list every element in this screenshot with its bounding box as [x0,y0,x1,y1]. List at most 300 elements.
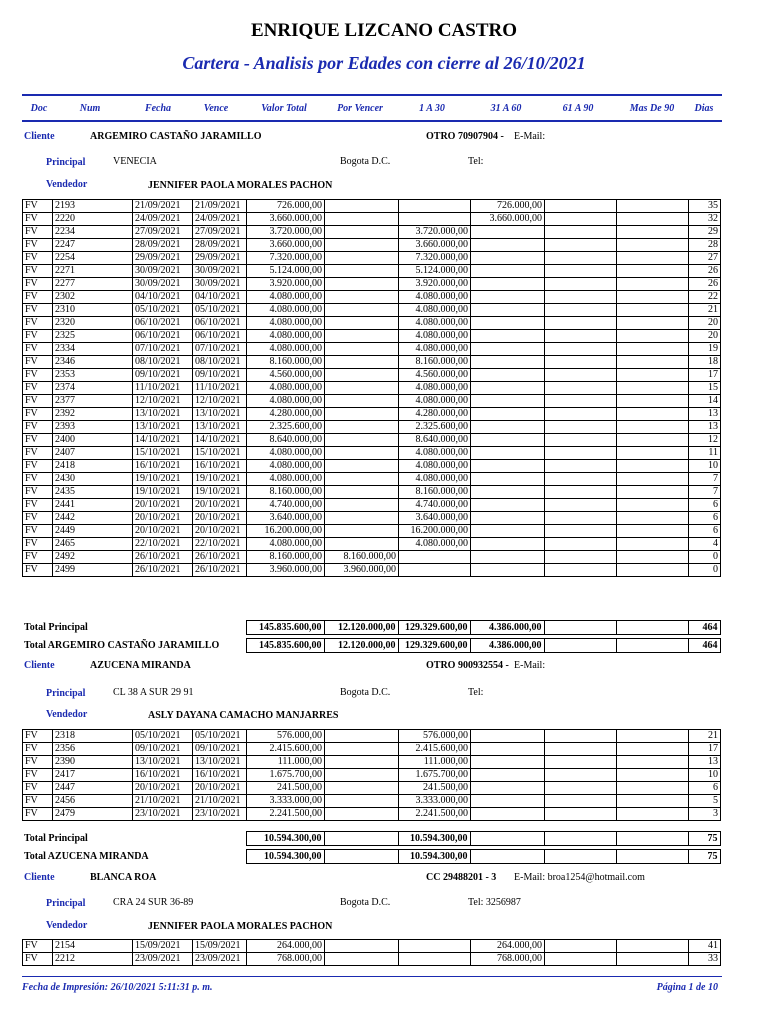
a30-cell [399,564,471,577]
dias-cell: 0 [689,551,721,564]
por-vencer-cell [325,265,399,278]
a90-cell [545,408,617,421]
por-vencer-cell [325,369,399,382]
a30-cell: 7.320.000,00 [399,252,471,265]
a30-cell: 4.080.000,00 [399,343,471,356]
por-vencer-cell [325,940,399,953]
dias-cell: 5 [689,795,721,808]
mas90-cell [617,512,689,525]
por-vencer-cell [325,460,399,473]
a60-cell [471,499,545,512]
por-vencer-cell [325,486,399,499]
doc-cell: FV [23,525,53,538]
fecha-cell: 05/10/2021 [133,730,193,743]
num-cell: 2447 [53,782,133,795]
dias-cell: 17 [689,369,721,382]
a90-cell [545,382,617,395]
a30-cell: 4.560.000,00 [399,369,471,382]
mas90-cell [617,343,689,356]
mas90-cell [617,730,689,743]
a60-cell [471,239,545,252]
invoice-row [23,756,721,769]
num-cell: 2374 [53,382,133,395]
vence-cell: 12/10/2021 [193,395,247,408]
total-label: Total AZUCENA MIRANDA [24,851,149,862]
total-a90-cell [544,621,616,635]
doc-cell: FV [23,226,53,239]
invoice-row [23,200,721,213]
a90-cell [545,473,617,486]
fecha-cell: 24/09/2021 [133,213,193,226]
seller-label: Vendedor [46,709,88,720]
dias-cell: 33 [689,953,721,966]
doc-cell: FV [23,769,53,782]
client-name: AZUCENA MIRANDA [90,660,191,671]
dias-cell: 13 [689,408,721,421]
valor-total-cell: 3.640.000,00 [247,512,325,525]
a90-cell [545,512,617,525]
num-cell: 2492 [53,551,133,564]
client-label: Cliente [24,131,55,142]
vence-cell: 19/10/2021 [193,486,247,499]
valor-total-cell: 5.124.000,00 [247,265,325,278]
valor-total-cell: 16.200.000,00 [247,525,325,538]
a30-cell: 16.200.000,00 [399,525,471,538]
vence-cell: 16/10/2021 [193,769,247,782]
report-subtitle: Cartera - Analisis por Edades con cierre al 26/10/2021 [182,53,586,73]
principal-city: Bogota D.C. [340,687,391,698]
doc-cell: FV [23,213,53,226]
doc-cell: FV [23,795,53,808]
doc-cell: FV [23,551,53,564]
vence-cell: 11/10/2021 [193,382,247,395]
client-email: E-Mail: [514,131,546,142]
total-a30-cell: 129.329.600,00 [398,639,470,653]
vence-cell: 20/10/2021 [193,782,247,795]
invoice-row [23,291,721,304]
a90-cell [545,252,617,265]
dias-cell: 41 [689,940,721,953]
num-cell: 2417 [53,769,133,782]
dias-cell: 21 [689,304,721,317]
seller-label: Vendedor [46,179,88,190]
fecha-cell: 13/10/2021 [133,408,193,421]
a60-cell [471,512,545,525]
a60-cell [471,434,545,447]
page-number: Página 1 de 10 [656,982,718,993]
invoice-row [23,304,721,317]
a60-cell [471,252,545,265]
valor-total-cell: 8.160.000,00 [247,551,325,564]
invoice-row [23,808,721,821]
por-vencer-cell [325,499,399,512]
principal-tel: Tel: [468,156,484,167]
dias-cell: 6 [689,782,721,795]
doc-cell: FV [23,304,53,317]
a30-cell: 2.415.600,00 [399,743,471,756]
dias-cell: 6 [689,512,721,525]
total-label: Total ARGEMIRO CASTAÑO JARAMILLO [24,640,220,651]
mas90-cell [617,564,689,577]
vence-cell: 22/10/2021 [193,538,247,551]
principal-label: Principal [46,688,86,699]
por-vencer-cell [325,795,399,808]
dias-cell: 7 [689,486,721,499]
num-cell: 2456 [53,795,133,808]
a30-cell: 4.080.000,00 [399,382,471,395]
fecha-cell: 19/10/2021 [133,486,193,499]
dias-cell: 4 [689,538,721,551]
a90-cell [545,808,617,821]
dias-cell: 28 [689,239,721,252]
vence-cell: 24/09/2021 [193,213,247,226]
invoice-row [23,252,721,265]
a60-cell: 768.000,00 [471,953,545,966]
client-name: ARGEMIRO CASTAÑO JARAMILLO [90,131,262,142]
invoice-row [23,330,721,343]
fecha-cell: 26/10/2021 [133,551,193,564]
total-valor-cell: 145.835.600,00 [246,621,324,635]
a30-cell: 4.080.000,00 [399,317,471,330]
vence-cell: 06/10/2021 [193,317,247,330]
a90-cell [545,953,617,966]
invoice-row [23,460,721,473]
mas90-cell [617,252,689,265]
fecha-cell: 11/10/2021 [133,382,193,395]
mas90-cell [617,317,689,330]
column-header-doc: Doc [30,103,48,114]
dias-cell: 13 [689,756,721,769]
client-id: OTRO 70907904 - [426,131,504,142]
dias-cell: 0 [689,564,721,577]
header-rule-bottom [22,120,722,122]
mas90-cell [617,940,689,953]
total-a60-cell [470,832,544,846]
a90-cell [545,525,617,538]
doc-cell: FV [23,434,53,447]
a90-cell [545,317,617,330]
vence-cell: 09/10/2021 [193,369,247,382]
por-vencer-cell [325,538,399,551]
principal-tel: Tel: [468,687,484,698]
num-cell: 2377 [53,395,133,408]
a60-cell [471,395,545,408]
vence-cell: 14/10/2021 [193,434,247,447]
valor-total-cell: 241.500,00 [247,782,325,795]
dias-cell: 14 [689,395,721,408]
client-email: E-Mail: [514,660,546,671]
invoice-table [22,939,721,966]
total-dias-cell: 75 [688,832,720,846]
principal-tel: Tel: 3256987 [468,897,521,908]
por-vencer-cell [325,395,399,408]
a90-cell [545,782,617,795]
a60-cell [471,226,545,239]
a30-cell: 241.500,00 [399,782,471,795]
valor-total-cell: 8.160.000,00 [247,356,325,369]
a60-cell [471,808,545,821]
invoice-table [22,729,721,821]
a90-cell [545,356,617,369]
seller-name: ASLY DAYANA CAMACHO MANJARRES [148,710,339,721]
a60-cell [471,291,545,304]
vence-cell: 15/09/2021 [193,940,247,953]
invoice-row [23,525,721,538]
num-cell: 2499 [53,564,133,577]
mas90-cell [617,226,689,239]
mas90-cell [617,356,689,369]
por-vencer-cell [325,317,399,330]
num-cell: 2435 [53,486,133,499]
valor-total-cell: 111.000,00 [247,756,325,769]
valor-total-cell: 2.325.600,00 [247,421,325,434]
a60-cell [471,421,545,434]
valor-total-cell: 3.333.000,00 [247,795,325,808]
a30-cell: 3.720.000,00 [399,226,471,239]
a60-cell [471,460,545,473]
total-a90-cell [544,832,616,846]
valor-total-cell: 8.160.000,00 [247,486,325,499]
num-cell: 2310 [53,304,133,317]
mas90-cell [617,421,689,434]
vence-cell: 23/10/2021 [193,808,247,821]
fecha-cell: 30/09/2021 [133,278,193,291]
a90-cell [545,564,617,577]
dias-cell: 19 [689,343,721,356]
mas90-cell [617,499,689,512]
a60-cell [471,356,545,369]
por-vencer-cell [325,512,399,525]
dias-cell: 10 [689,769,721,782]
a60-cell [471,743,545,756]
doc-cell: FV [23,499,53,512]
invoice-row [23,421,721,434]
valor-total-cell: 264.000,00 [247,940,325,953]
por-vencer-cell [325,743,399,756]
a60-cell [471,756,545,769]
a60-cell [471,343,545,356]
doc-cell: FV [23,200,53,213]
invoice-table [22,199,721,577]
a60-cell [471,369,545,382]
num-cell: 2465 [53,538,133,551]
doc-cell: FV [23,356,53,369]
a30-cell: 4.080.000,00 [399,447,471,460]
a30-cell: 3.640.000,00 [399,512,471,525]
doc-cell: FV [23,265,53,278]
total-principal-row [22,831,721,846]
a90-cell [545,330,617,343]
por-vencer-cell: 3.960.000,00 [325,564,399,577]
fecha-cell: 29/09/2021 [133,252,193,265]
total-dias-cell: 464 [688,639,720,653]
a60-cell [471,330,545,343]
invoice-row [23,473,721,486]
doc-cell: FV [23,291,53,304]
valor-total-cell: 4.080.000,00 [247,382,325,395]
total-mas90-cell [616,621,688,635]
a90-cell [545,743,617,756]
valor-total-cell: 2.415.600,00 [247,743,325,756]
a60-cell: 264.000,00 [471,940,545,953]
num-cell: 2479 [53,808,133,821]
por-vencer-cell [325,730,399,743]
valor-total-cell: 4.080.000,00 [247,343,325,356]
invoice-row [23,782,721,795]
fecha-cell: 12/10/2021 [133,395,193,408]
por-vencer-cell [325,226,399,239]
num-cell: 2449 [53,525,133,538]
por-vencer-cell [325,252,399,265]
num-cell: 2418 [53,460,133,473]
vence-cell: 29/09/2021 [193,252,247,265]
total-mas90-cell [616,639,688,653]
invoice-row [23,499,721,512]
total-por-vencer-cell [324,832,398,846]
a60-cell [471,317,545,330]
por-vencer-cell [325,356,399,369]
mas90-cell [617,434,689,447]
a90-cell [545,291,617,304]
valor-total-cell: 4.080.000,00 [247,330,325,343]
a30-cell: 4.080.000,00 [399,304,471,317]
column-header-dias: Dias [694,103,714,114]
mas90-cell [617,551,689,564]
report-title: ENRIQUE LIZCANO CASTRO [250,20,518,41]
vence-cell: 23/09/2021 [193,953,247,966]
num-cell: 2271 [53,265,133,278]
a90-cell [545,200,617,213]
vence-cell: 16/10/2021 [193,460,247,473]
fecha-cell: 06/10/2021 [133,330,193,343]
dias-cell: 22 [689,291,721,304]
a90-cell [545,278,617,291]
a90-cell [545,226,617,239]
invoice-row [23,434,721,447]
dias-cell: 6 [689,525,721,538]
column-header-31-a-60: 31 A 60 [490,103,522,114]
doc-cell: FV [23,421,53,434]
mas90-cell [617,239,689,252]
vence-cell: 04/10/2021 [193,291,247,304]
fecha-cell: 07/10/2021 [133,343,193,356]
vence-cell: 21/09/2021 [193,200,247,213]
principal-address: CRA 24 SUR 36-89 [113,897,194,908]
a90-cell [545,421,617,434]
por-vencer-cell [325,382,399,395]
total-principal-row [22,620,721,635]
por-vencer-cell [325,239,399,252]
mas90-cell [617,200,689,213]
column-header-1-a-30: 1 A 30 [419,103,445,114]
client-email: E-Mail: broa1254@hotmail.com [514,872,645,883]
fecha-cell: 27/09/2021 [133,226,193,239]
total-valor-cell: 10.594.300,00 [246,850,324,864]
valor-total-cell: 768.000,00 [247,953,325,966]
a60-cell [471,538,545,551]
vence-cell: 07/10/2021 [193,343,247,356]
invoice-row [23,213,721,226]
fecha-cell: 09/10/2021 [133,743,193,756]
valor-total-cell: 4.080.000,00 [247,395,325,408]
por-vencer-cell [325,304,399,317]
a30-cell: 5.124.000,00 [399,265,471,278]
fecha-cell: 28/09/2021 [133,239,193,252]
fecha-cell: 23/09/2021 [133,953,193,966]
a30-cell: 4.080.000,00 [399,460,471,473]
invoice-row [23,317,721,330]
valor-total-cell: 8.640.000,00 [247,434,325,447]
seller-name: JENNIFER PAOLA MORALES PACHON [148,180,333,191]
dias-cell: 7 [689,473,721,486]
num-cell: 2442 [53,512,133,525]
a90-cell [545,730,617,743]
a30-cell: 3.660.000,00 [399,239,471,252]
total-por-vencer-cell: 12.120.000,00 [324,621,398,635]
a30-cell: 8.640.000,00 [399,434,471,447]
principal-city: Bogota D.C. [340,897,391,908]
column-header-mas-de-90: Mas De 90 [629,103,675,114]
seller-name: JENNIFER PAOLA MORALES PACHON [148,921,333,932]
dias-cell: 17 [689,743,721,756]
a60-cell [471,408,545,421]
dias-cell: 20 [689,317,721,330]
mas90-cell [617,382,689,395]
mas90-cell [617,408,689,421]
num-cell: 2441 [53,499,133,512]
num-cell: 2254 [53,252,133,265]
vence-cell: 13/10/2021 [193,756,247,769]
valor-total-cell: 4.080.000,00 [247,460,325,473]
client-id: OTRO 900932554 - [426,660,509,671]
header-rule-top [22,94,722,96]
invoice-row [23,743,721,756]
total-a30-cell: 129.329.600,00 [398,621,470,635]
a90-cell [545,769,617,782]
valor-total-cell: 4.080.000,00 [247,447,325,460]
invoice-row [23,795,721,808]
invoice-row [23,551,721,564]
invoice-row [23,940,721,953]
print-date: Fecha de Impresión: 26/10/2021 5:11:31 p. m. [22,982,213,993]
por-vencer-cell [325,447,399,460]
mas90-cell [617,953,689,966]
doc-cell: FV [23,239,53,252]
total-label: Total Principal [24,622,88,633]
fecha-cell: 15/10/2021 [133,447,193,460]
valor-total-cell: 3.660.000,00 [247,239,325,252]
fecha-cell: 13/10/2021 [133,756,193,769]
doc-cell: FV [23,382,53,395]
fecha-cell: 15/09/2021 [133,940,193,953]
num-cell: 2392 [53,408,133,421]
vence-cell: 20/10/2021 [193,525,247,538]
valor-total-cell: 7.320.000,00 [247,252,325,265]
mas90-cell [617,213,689,226]
a90-cell [545,486,617,499]
invoice-row [23,382,721,395]
num-cell: 2277 [53,278,133,291]
num-cell: 2346 [53,356,133,369]
a30-cell: 1.675.700,00 [399,769,471,782]
doc-cell: FV [23,278,53,291]
valor-total-cell: 3.720.000,00 [247,226,325,239]
doc-cell: FV [23,369,53,382]
column-header-vence: Vence [203,103,229,114]
dias-cell: 13 [689,421,721,434]
total-valor-cell: 10.594.300,00 [246,832,324,846]
fecha-cell: 22/10/2021 [133,538,193,551]
